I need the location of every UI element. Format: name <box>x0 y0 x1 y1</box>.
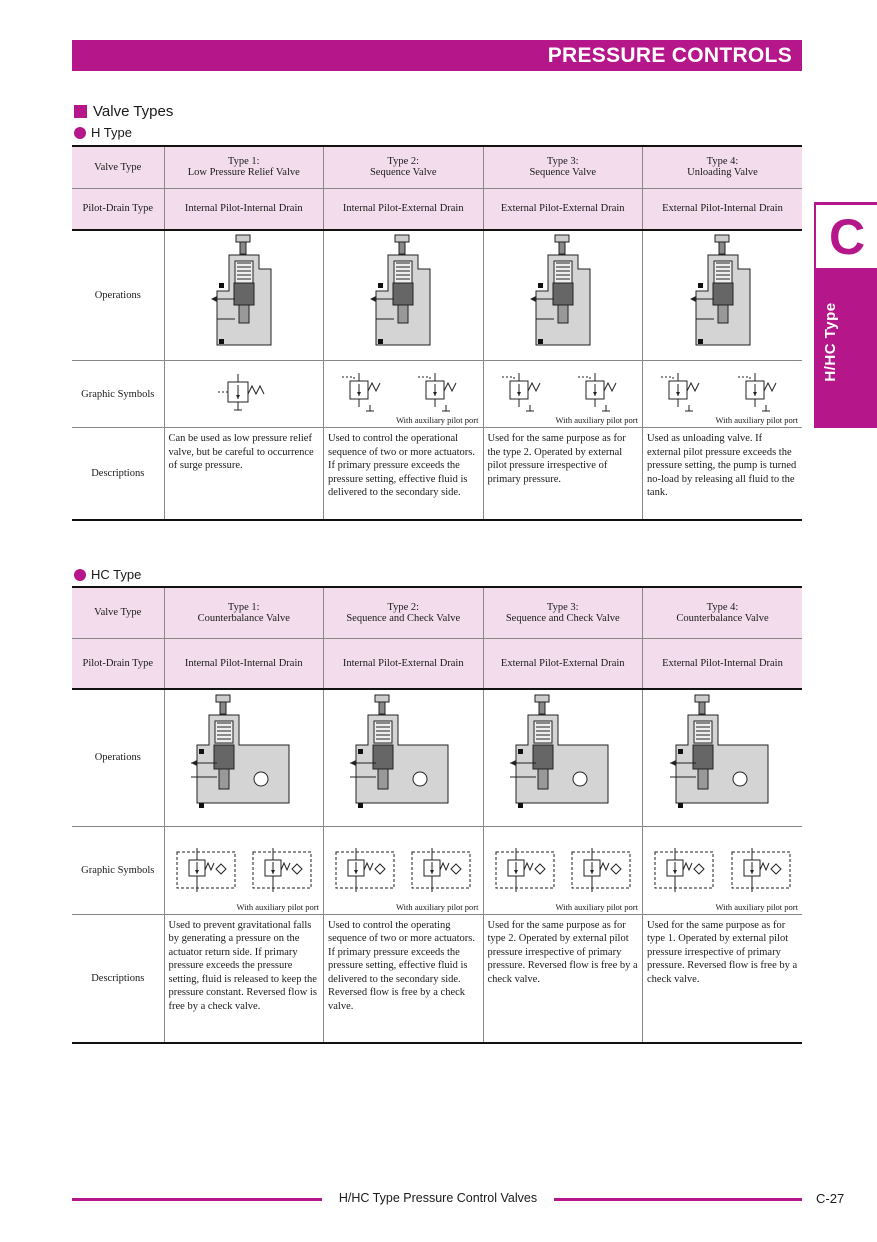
valve-type-cell: Type 4: Unloading Valve <box>643 146 803 188</box>
page-banner <box>72 40 802 71</box>
aux-note: With auxiliary pilot port <box>395 901 479 912</box>
description-cell: Used to control the operating sequence of two or more actuators. If primary pressure exceeds the pressure setting, effective fluid is delivered to the secondary side. Reversed flow is free by a check valve. <box>324 914 484 1043</box>
valve-cross-section-icon <box>209 233 279 355</box>
valve-graphic-symbol-icon <box>576 371 626 417</box>
valve-type-cell: Type 1: Counterbalance Valve <box>164 587 324 638</box>
aux-note: With auxiliary pilot port <box>236 901 319 912</box>
pilot-drain-cell: External Pilot-Internal Drain <box>643 638 803 689</box>
aux-note: With auxiliary pilot port <box>555 901 638 912</box>
valve-section-drawing <box>164 689 324 826</box>
valve-type-cell: Type 2: Sequence Valve <box>324 146 484 188</box>
hc-type-title: HC Type <box>91 567 142 582</box>
valve-graphic-symbol-icon <box>570 848 632 892</box>
description-cell: Used for the same purpose as for type 2. Operated by external pilot pressure irrespective of primary pressure. Reversed flow is free by a check valve. <box>483 914 643 1043</box>
valve-graphic-symbol-icon <box>500 371 550 417</box>
graphic-symbol-cell <box>164 826 324 914</box>
banner-title: PRESSURE CONTROLS <box>547 43 792 67</box>
valve-type-cell: Type 2: Sequence and Check Valve <box>324 587 484 638</box>
row-label: Operations <box>72 230 164 361</box>
row-label: Descriptions <box>72 428 164 520</box>
table-row <box>72 914 802 1043</box>
valve-type-cell: Type 3: Sequence Valve <box>483 146 643 188</box>
aux-note: With auxiliary pilot port <box>715 415 798 425</box>
valve-cross-section-icon <box>528 233 598 355</box>
graphic-symbol-cell <box>164 361 324 428</box>
valve-type-cell: Type 3: Sequence and Check Valve <box>483 587 643 638</box>
valve-cross-section-icon <box>368 233 438 355</box>
valve-graphic-symbol-icon <box>653 848 715 892</box>
valve-section-drawing <box>483 230 643 361</box>
pilot-drain-cell: Internal Pilot-Internal Drain <box>164 188 324 230</box>
valve-type-cell: Type 1: Low Pressure Relief Valve <box>164 146 324 188</box>
pilot-drain-cell: Internal Pilot-Internal Drain <box>164 638 324 689</box>
hc-type-table <box>72 586 802 1044</box>
valve-section-drawing <box>164 230 324 361</box>
graphic-symbol-cell <box>483 361 643 428</box>
description-cell: Used to control the operational sequence of two or more actuators. If primary pressure exceeds the pressure setting, effective fluid is delivered to the secondary side. <box>324 428 484 520</box>
table-row <box>72 638 802 689</box>
row-label: Graphic Symbols <box>72 361 164 428</box>
valve-graphic-symbol-icon <box>216 370 272 418</box>
description-cell: Can be used as low pressure relief valve, but be careful to occurrence of surge pressure. <box>164 428 324 520</box>
table-row <box>72 361 802 428</box>
circle-bullet-icon <box>74 127 86 139</box>
valve-graphic-symbol-icon <box>494 848 556 892</box>
table-row <box>72 428 802 520</box>
graphic-symbol-cell <box>643 361 803 428</box>
row-label: Valve Type <box>72 146 164 188</box>
graphic-symbol-cell <box>324 826 484 914</box>
valve-cross-section-icon <box>668 693 778 819</box>
valve-graphic-symbol-icon <box>659 371 709 417</box>
hc-type-heading <box>74 567 141 582</box>
valve-graphic-symbol-icon <box>175 848 237 892</box>
valve-cross-section-icon <box>348 693 458 819</box>
valve-graphic-symbol-icon <box>334 848 396 892</box>
valve-section-drawing <box>324 230 484 361</box>
table-row <box>72 826 802 914</box>
valve-graphic-symbol-icon <box>736 371 786 417</box>
table-row <box>72 230 802 361</box>
valve-section-drawing <box>483 689 643 826</box>
valve-section-drawing <box>643 230 803 361</box>
table-row <box>72 188 802 230</box>
row-label: Descriptions <box>72 914 164 1043</box>
valve-graphic-symbol-icon <box>730 848 792 892</box>
valve-cross-section-icon <box>189 693 299 819</box>
table-row <box>72 587 802 638</box>
page-number: C-27 <box>816 1191 845 1206</box>
pilot-drain-cell: External Pilot-External Drain <box>483 188 643 230</box>
square-bullet-icon <box>74 105 87 118</box>
section-title: Valve Types <box>93 103 174 120</box>
row-label: Pilot-Drain Type <box>72 188 164 230</box>
valve-graphic-symbol-icon <box>416 371 466 417</box>
aux-note: With auxiliary pilot port <box>715 901 798 912</box>
row-label: Graphic Symbols <box>72 826 164 914</box>
table-row <box>72 689 802 826</box>
valve-section-drawing <box>324 689 484 826</box>
aux-note: With auxiliary pilot port <box>555 415 638 425</box>
valve-graphic-symbol-icon <box>251 848 313 892</box>
description-cell: Used for the same purpose as for the type 2. Operated by external pilot pressure irrespective of primary pressure. <box>483 428 643 520</box>
description-cell: Used to prevent gravitational falls by generating a pressure on the actuator return side. If primary pressure exceeds the pressure setting, fluid is released to keep the pressure constant. Reversed flow is free by a check valve. <box>164 914 324 1043</box>
pilot-drain-cell: External Pilot-Internal Drain <box>643 188 803 230</box>
graphic-symbol-cell <box>483 826 643 914</box>
aux-note: With auxiliary pilot port <box>395 415 479 425</box>
valve-section-drawing <box>643 689 803 826</box>
pilot-drain-cell: Internal Pilot-External Drain <box>324 638 484 689</box>
valve-cross-section-icon <box>508 693 618 819</box>
h-type-heading <box>74 125 132 140</box>
row-label: Pilot-Drain Type <box>72 638 164 689</box>
pilot-drain-cell: External Pilot-External Drain <box>483 638 643 689</box>
footer-rule-right <box>554 1198 802 1201</box>
row-label: Valve Type <box>72 587 164 638</box>
table-row <box>72 146 802 188</box>
footer-title: H/HC Type Pressure Control Valves <box>338 1191 538 1205</box>
valve-graphic-symbol-icon <box>340 371 390 417</box>
h-type-title: H Type <box>91 125 132 140</box>
description-cell: Used as unloading valve. If external pilot pressure exceeds the pressure setting, the pump is turned no-load by releasing all fluid to the tank. <box>643 428 803 520</box>
graphic-symbol-cell <box>324 361 484 428</box>
valve-type-cell: Type 4: Counterbalance Valve <box>643 587 803 638</box>
valve-graphic-symbol-icon <box>410 848 472 892</box>
side-tab-letter: C <box>816 205 877 268</box>
side-tab-label: H/HC Type <box>822 302 839 382</box>
valve-cross-section-icon <box>688 233 758 355</box>
section-heading <box>74 103 173 120</box>
description-cell: Used for the same purpose as for type 1. Operated by external pilot pressure irrespective of primary pressure. Reversed flow is free by a check valve. <box>643 914 803 1043</box>
h-type-table <box>72 145 802 521</box>
row-label: Operations <box>72 689 164 826</box>
footer-rule-left <box>72 1198 322 1201</box>
circle-bullet-icon <box>74 569 86 581</box>
graphic-symbol-cell <box>643 826 803 914</box>
pilot-drain-cell: Internal Pilot-External Drain <box>324 188 484 230</box>
